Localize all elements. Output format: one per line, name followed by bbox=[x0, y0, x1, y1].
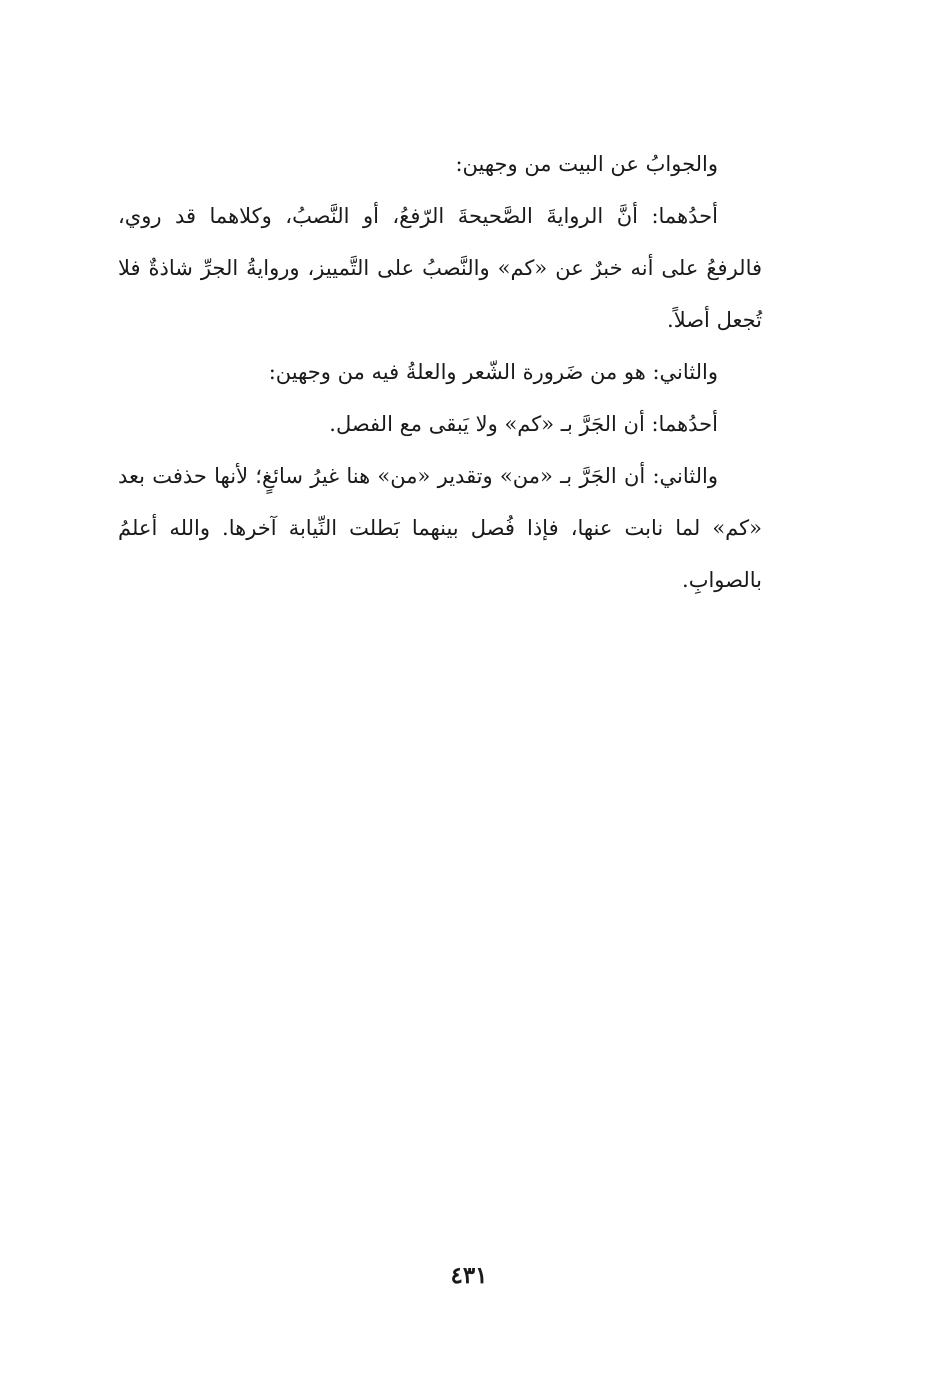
paragraph-second-reason-first: أحدُهما: أن الجَرَّ بـ «كم» ولا يَبقى مع الفصل. bbox=[329, 412, 718, 436]
paragraph-second-reason-second: والثاني: أن الجَرَّ بـ «من» وتقدير «من» هنا غيرُ سائغٍ؛ لأنها حذفت بعد «كم» لما نابت عنها، فإذا فُصل بينهما بَطلت النِّيابة آخرها. والله أعلمُ بالصوابِ. bbox=[118, 464, 762, 592]
page-number: ٤٣١ bbox=[450, 1262, 488, 1289]
paragraph-second-reason-intro: والثاني: هو من ضَرورة الشّعر والعلةُ فيه من وجهين: bbox=[268, 360, 718, 384]
page-body bbox=[118, 138, 762, 606]
paragraph-answer-intro: والجوابُ عن البيت من وجهين: bbox=[455, 152, 718, 176]
paragraph-first-reason: أحدُهما: أنَّ الروايةَ الصَّحيحةَ الرّفعُ، أو النَّصبُ، وكلاهما قد روي، فالرفعُ على أنه خبرٌ عن «كم» والنَّصبُ على التَّمييز، وروايةُ الجرِّ شاذةٌ فلا تُجعل أصلاً. bbox=[118, 204, 762, 332]
